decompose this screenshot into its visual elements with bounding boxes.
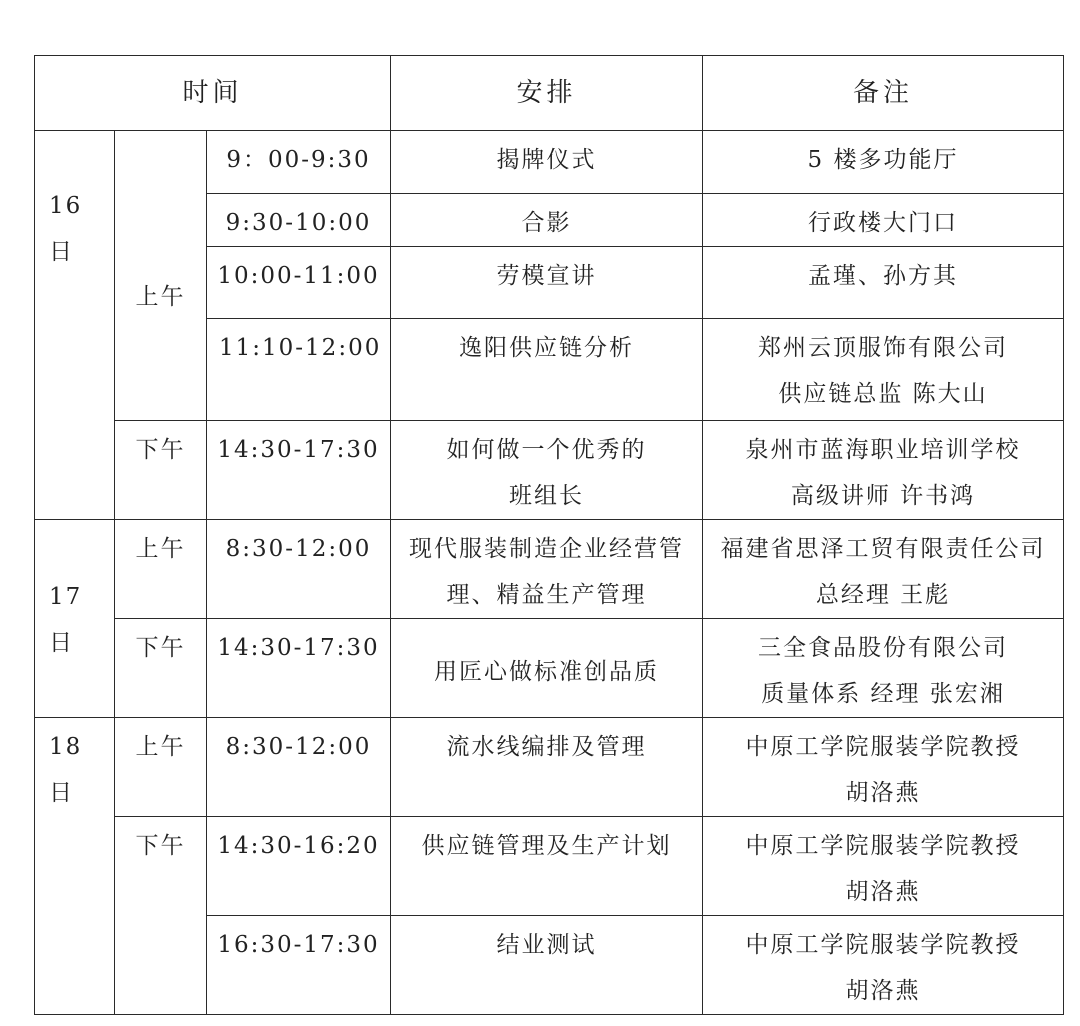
day-cell: 18 日 <box>35 718 115 1015</box>
table-row <box>35 131 1064 194</box>
arrangement-cell <box>391 718 703 817</box>
half-day-cell: 下午 <box>115 619 207 718</box>
arrangement-line: 合影 <box>521 210 572 236</box>
half-day-cell: 上午 <box>115 131 207 421</box>
arrangement-line: 班组长 <box>509 483 585 509</box>
half-day-cell: 上午 <box>115 718 207 817</box>
arrangement-line: 揭牌仪式 <box>496 147 597 173</box>
remarks-cell <box>703 247 1064 319</box>
remarks-line: 中原工学院服装学院教授 <box>745 734 1021 760</box>
header-time: 时间 <box>35 56 391 131</box>
time-cell: 14:30-16:20 <box>207 817 391 916</box>
arrangement-line: 现代服装制造企业经营管 <box>409 536 685 562</box>
remarks-line: 福建省思泽工贸有限责任公司 <box>720 536 1046 562</box>
arrangement-cell <box>391 194 703 247</box>
time-cell: 9:30-10:00 <box>207 194 391 247</box>
day-cell: 17 日 <box>35 520 115 718</box>
arrangement-line: 理、精益生产管理 <box>446 582 647 608</box>
remarks-cell <box>703 916 1064 1015</box>
arrangement-line: 劳模宣讲 <box>496 263 597 289</box>
table-row <box>35 421 1064 520</box>
arrangement-cell <box>391 916 703 1015</box>
remarks-line: 胡洛燕 <box>845 978 921 1004</box>
remarks-line: 郑州云顶服饰有限公司 <box>758 335 1009 361</box>
time-cell: 14:30-17:30 <box>207 619 391 718</box>
remarks-line: 三全食品股份有限公司 <box>758 635 1009 661</box>
table-row <box>35 718 1064 817</box>
half-day-cell: 上午 <box>115 520 207 619</box>
remarks-line: 孟瑾、孙方其 <box>808 263 959 289</box>
time-cell: 11:10-12:00 <box>207 319 391 421</box>
remarks-line: 质量体系 经理 张宏湘 <box>761 681 1005 707</box>
remarks-cell <box>703 319 1064 421</box>
remarks-line: 供应链总监 陈大山 <box>778 381 988 407</box>
time-cell: 14:30-17:30 <box>207 421 391 520</box>
time-cell: 9：00-9:30 <box>207 131 391 194</box>
arrangement-line: 结业测试 <box>496 932 597 958</box>
header-remarks: 备注 <box>703 56 1064 131</box>
arrangement-line: 流水线编排及管理 <box>446 734 647 760</box>
time-cell: 8:30-12:00 <box>207 520 391 619</box>
day-cell: 16 日 <box>35 131 115 520</box>
half-day-cell: 下午 <box>115 817 207 1015</box>
header-arrangement: 安排 <box>391 56 703 131</box>
remarks-line: 胡洛燕 <box>845 879 921 905</box>
remarks-line: 泉州市蓝海职业培训学校 <box>745 437 1021 463</box>
half-day-cell: 下午 <box>115 421 207 520</box>
arrangement-cell <box>391 817 703 916</box>
remarks-line: 高级讲师 许书鸿 <box>790 483 976 509</box>
remarks-line: 中原工学院服装学院教授 <box>745 932 1021 958</box>
remarks-line: 胡洛燕 <box>845 780 921 806</box>
remarks-line: 5 楼多功能厅 <box>807 147 959 173</box>
arrangement-cell <box>391 319 703 421</box>
table-row <box>35 520 1064 619</box>
table-row <box>35 817 1064 916</box>
table-row <box>35 619 1064 718</box>
remarks-line: 总经理 王彪 <box>815 582 951 608</box>
arrangement-cell <box>391 247 703 319</box>
remarks-line: 中原工学院服装学院教授 <box>745 833 1021 859</box>
header-row <box>35 56 1064 131</box>
arrangement-cell <box>391 520 703 619</box>
arrangement-cell <box>391 131 703 194</box>
schedule-table <box>34 55 1064 1015</box>
remarks-cell <box>703 520 1064 619</box>
arrangement-line: 逸阳供应链分析 <box>459 335 635 361</box>
arrangement-line: 如何做一个优秀的 <box>446 437 647 463</box>
remarks-cell <box>703 421 1064 520</box>
remarks-cell <box>703 194 1064 247</box>
time-cell: 16:30-17:30 <box>207 916 391 1015</box>
arrangement-cell <box>391 421 703 520</box>
arrangement-line: 供应链管理及生产计划 <box>421 833 672 859</box>
remarks-cell <box>703 131 1064 194</box>
time-cell: 8:30-12:00 <box>207 718 391 817</box>
time-cell: 10:00-11:00 <box>207 247 391 319</box>
remarks-cell <box>703 817 1064 916</box>
remarks-cell <box>703 718 1064 817</box>
arrangement-cell <box>391 619 703 718</box>
arrangement-line: 用匠心做标准创品质 <box>434 659 660 685</box>
remarks-line: 行政楼大门口 <box>808 210 959 236</box>
remarks-cell <box>703 619 1064 718</box>
